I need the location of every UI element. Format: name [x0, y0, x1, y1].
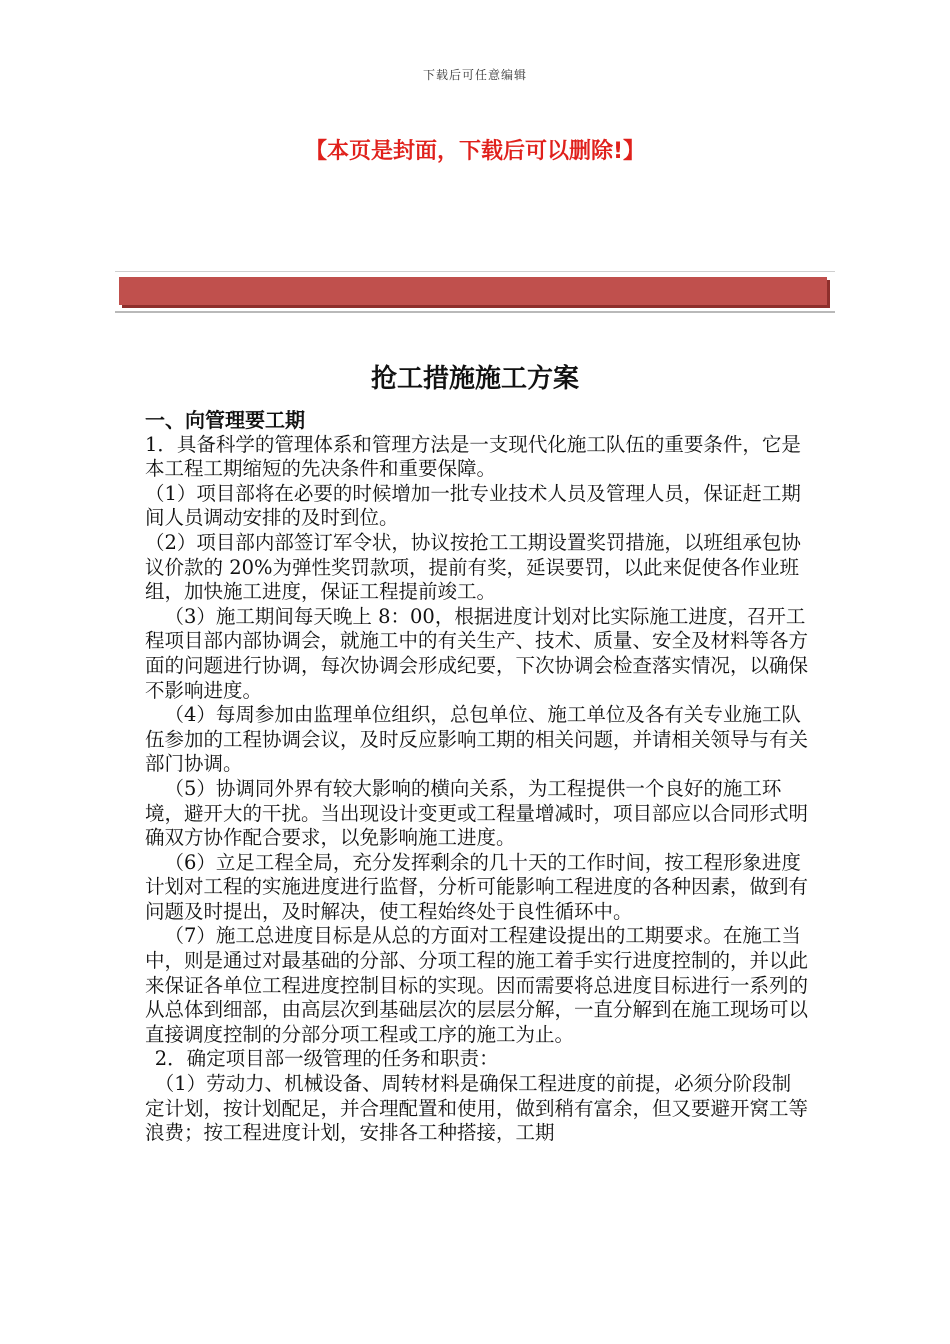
header-note: 下载后可任意编辑	[422, 68, 527, 82]
banner-bar	[119, 277, 827, 305]
cover-notice: 【本页是封面，下载后可以删除!】	[304, 139, 646, 164]
paragraph: 1．具备科学的管理体系和管理方法是一支现代化施工队伍的重要条件，它是本工程工期缩短的先决条件和重要保障。	[145, 432, 801, 481]
paragraph: （7）施工总进度目标是从总的方面对工程建设提出的工期要求。在施工当中，则是通过对最基础的分部、分项工程的施工着手实行进度控制的，并以此来保证各单位工程进度控制目标的实现。因而需要将总进度目标进行一系列的从总体到细部，由高层次到基础层次的层层分解，一直分解到在施工现场可以直接调度控制的分部分项工程或工序的施工为止。	[145, 924, 809, 1046]
paragraph: （1）劳动力、机械设备、周转材料是确保工程进度的前提，必须分阶段制定计划，按计划配足，并合理配置和使用，做到稍有富余，但又要避开窝工等浪费；按工程进度计划，安排各工种搭接，工期	[145, 1072, 809, 1145]
document-title: 抢工措施施工方案	[370, 364, 579, 394]
decorative-banner	[115, 271, 835, 313]
paragraph: （3）施工期间每天晚上 8：00，根据进度计划对比实际施工进度，召开工程项目部内部协调会，就施工中的有关生产、技术、质量、安全及材料等各方面的问题进行协调，每次协调会形成纪要，下次协调会检查落实情况，以确保不影响进度。	[145, 604, 809, 702]
paragraph: （5）协调同外界有较大影响的横向关系，为工程提供一个良好的施工环境，避开大的干扰。当出现设计变更或工程量增减时，项目部应以合同形式明确双方协作配合要求，以免影响施工进度。	[145, 776, 809, 850]
paragraph: （4）每周参加由监理单位组织，总包单位、施工单位及各有关专业施工队伍参加的工程协调会议，及时反应影响工期的相关问题，并请相关领导与有关部门协调。	[145, 703, 809, 776]
paragraph: （6）立足工程全局，充分发挥剩余的几十天的工作时间，按工程形象进度计划对工程的实施进度进行监督，分析可能影响工程进度的各种因素，做到有问题及时提出，及时解决，使工程始终处于良性循环中。	[145, 850, 809, 923]
paragraph: （1）项目部将在必要的时候增加一批专业技术人员及管理人员，保证赶工期间人员调动安排的及时到位。	[145, 481, 801, 530]
paragraph: 2．确定项目部一级管理的任务和职责：	[154, 1047, 499, 1071]
document-body	[145, 408, 810, 1146]
section-heading: 一、向管理要工期	[145, 408, 305, 432]
paragraph: （2）项目部内部签订军令状，协议按抢工工期设置奖罚措施，以班组承包协议价款的 20%为弹性奖罚款项，提前有奖，延误要罚，以此来促使各作业班组，加快施工进度，保证工程提前竣工。	[145, 530, 801, 604]
